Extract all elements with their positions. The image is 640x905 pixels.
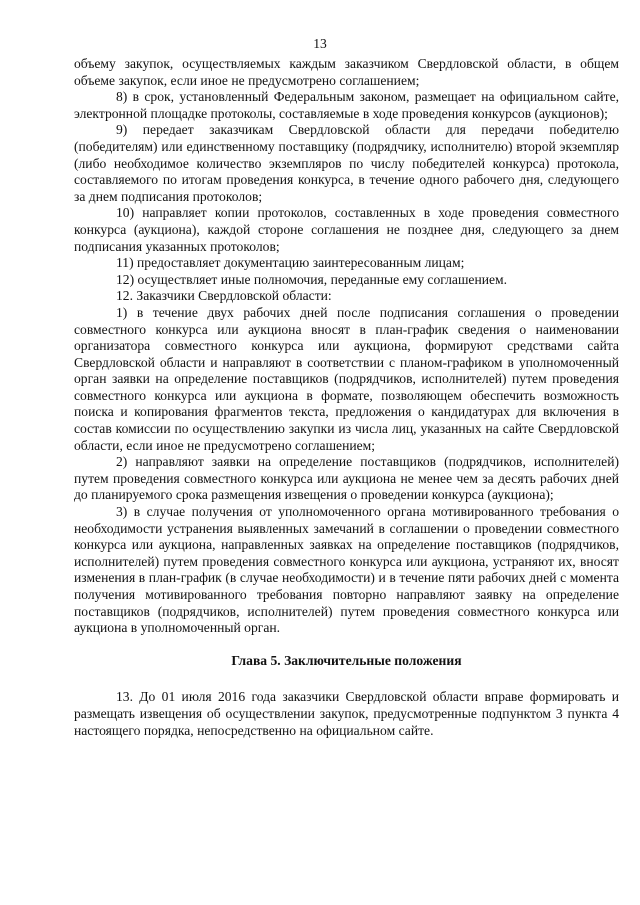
- paragraph-subitem-2: 2) направляют заявки на определение поставщиков (подрядчиков, исполнителей) путем проведения совместного конкурса или аукциона не менее чем за десять рабочих дней до планируемого срока размещения извещения о проведении конкурса (аукциона);: [74, 454, 619, 503]
- paragraph-item-11: 11) предоставляет документацию заинтересованным лицам;: [116, 255, 465, 271]
- paragraph-section-13: 13. До 01 июля 2016 года заказчики Свердловской области вправе формировать и размещать извещения об осуществлении закупок, предусмотренные подпунктом 3 пункта 4 настоящего порядка, непосредственно на официальном сайте.: [74, 689, 619, 738]
- paragraph-item-10: 10) направляет копии протоколов, составленных в ходе проведения совместного конкурса (аукциона), каждой стороне соглашения не позднее дня, следующего за днем подписания указанных протоколов;: [74, 205, 619, 254]
- paragraph-section-12: 12. Заказчики Свердловской области:: [116, 288, 332, 304]
- paragraph-item-9: 9) передает заказчикам Свердловской области для передачи победителю (победителям) или единственному поставщику (подрядчику, исполнителю) второй экземпляр (либо необходимое количество экземпляров по числу победителей конкурса) протокола, составляемого по итогам проведения конкурса, в течение одного рабочего дня, следующего за днем подписания протоколов;: [74, 122, 619, 204]
- chapter-title: Глава 5. Заключительные положения: [231, 652, 462, 668]
- document-body: [74, 56, 619, 739]
- paragraph-continuation: объему закупок, осуществляемых каждым заказчиком Свердловской области, в общем объеме закупок, если иное не предусмотрено соглашением;: [74, 56, 619, 88]
- paragraph-item-8: 8) в срок, установленный Федеральным законом, размещает на официальном сайте, электронной площадке протоколы, составляемые в ходе проведения конкурсов (аукционов);: [74, 89, 619, 121]
- paragraph-subitem-1: 1) в течение двух рабочих дней после подписания соглашения о проведении совместного конкурса или аукциона вносят в план-график сведения о наименовании организатора совместного конкурса или аукциона, формируют средствами сайта Свердловской области и направляют в соответствии с планом-графиком в уполномоченный орган заявки на определение поставщиков (подрядчиков, исполнителей) путем проведения совместного конкурса или аукциона в формате, позволяющем обеспечить возможность поиска и копирования фрагментов текста, предложения о кандидатурах для включения в состав комиссии по осуществлению закупки из числа лиц, указанных на сайте Свердловской области, если иное не предусмотрено соглашением;: [74, 304, 619, 453]
- paragraph-subitem-3: 3) в случае получения от уполномоченного органа мотивированного требования о необходимости устранения выявленных замечаний в соглашении о проведении совместного конкурса или аукциона, направленных заявках на определение поставщиков (подрядчиков, исполнителей) путем проведения совместного конкурса или аукциона, устраняют их, вносят изменения в план-график (в случае необходимости) и в течение пяти рабочих дней с момента получения мотивированного требования повторно направляют заявку на определение поставщиков (подрядчиков, исполнителей) путем проведения совместного конкурса или аукциона в уполномоченный орган.: [74, 504, 619, 636]
- paragraph-item-12: 12) осуществляет иные полномочия, переданные ему соглашением.: [116, 271, 508, 287]
- page-number: 13: [313, 36, 327, 51]
